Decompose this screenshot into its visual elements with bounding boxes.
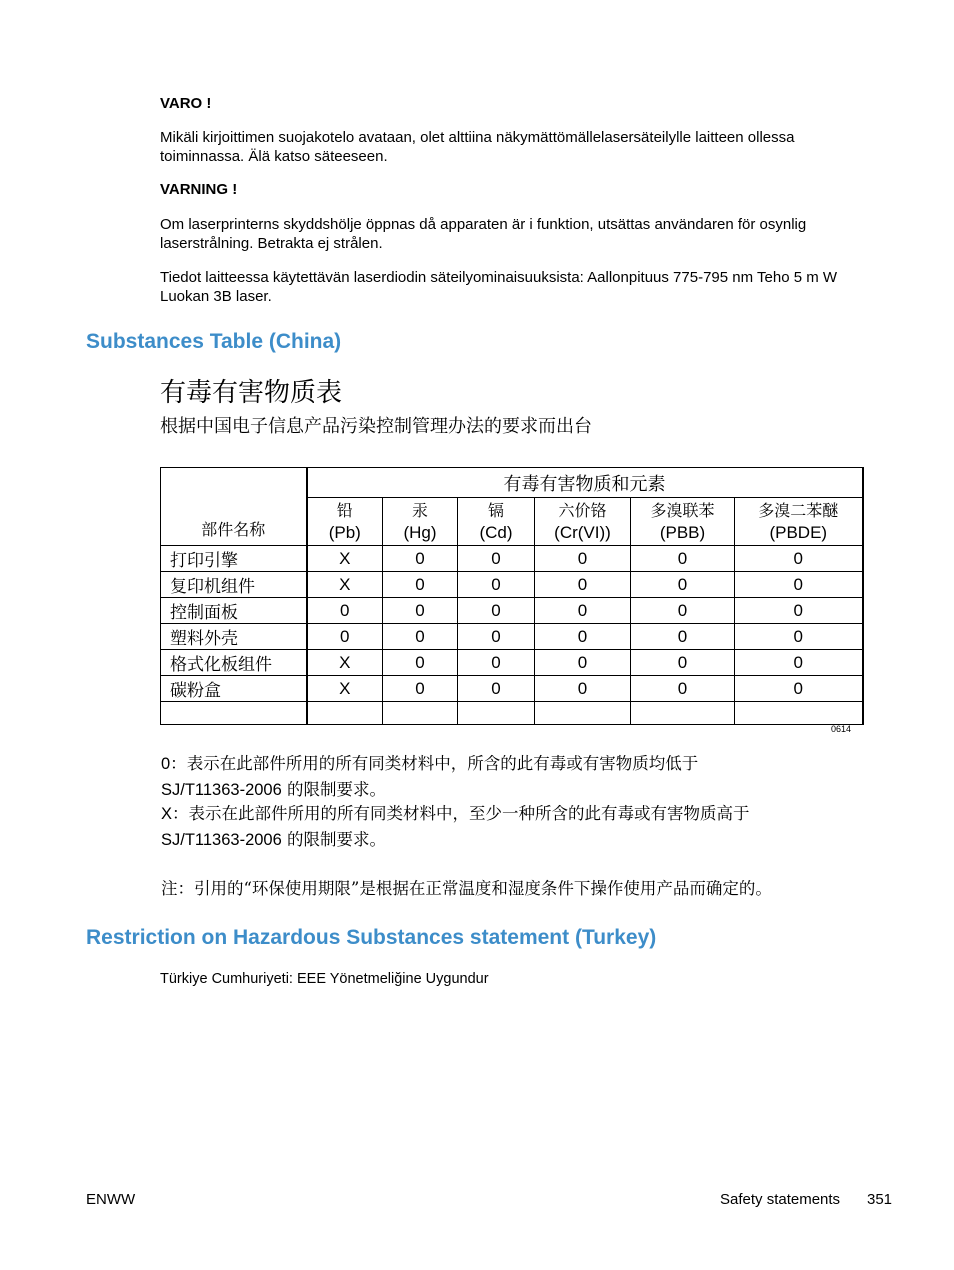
cell-hg: 0 (383, 546, 458, 572)
note-zero-line2: 的限制要求。 (281, 780, 387, 799)
turkey-text: Türkiye Cumhuriyeti: EEE Yönetmeliğine Uygundur (160, 971, 489, 987)
element-header-cr6: 六价铬 (Cr(VI)) (535, 498, 631, 546)
cell-cd: 0 (458, 624, 535, 650)
note-zhu: 注：引用的“环保使用期限”是根据在正常温度和湿度条件下操作使用产品而确定的。 (161, 879, 772, 898)
table-code: 0614 (831, 724, 852, 734)
cell-pbb: 0 (631, 572, 735, 598)
footer-left: ENWW (86, 1191, 136, 1208)
varo-text-line1: Mikäli kirjoittimen suojakotelo avataan, olet alttiina näkymättömällelasersäteilylle laitteen ollessa (160, 129, 795, 146)
cn-table-title: 有毒有害物质表 (160, 378, 343, 408)
element-header-pbb: 多溴联苯 (PBB) (631, 498, 735, 546)
table-row (161, 676, 863, 702)
note-x-line2: 的限制要求。 (281, 830, 387, 849)
empty-cell (161, 702, 307, 725)
footer-section: Safety statements (720, 1191, 841, 1208)
cell-cr6: 0 (535, 676, 631, 702)
note-x-prefix: X： (161, 805, 189, 823)
cell-pbde: 0 (735, 624, 863, 650)
note-zero-standard: SJ/T11363-2006 (161, 781, 282, 799)
cell-pbde: 0 (735, 650, 863, 676)
element-header-cd: 镉 (Cd) (458, 498, 535, 546)
note-x (161, 801, 750, 853)
varo-title: VARO ! (160, 95, 212, 112)
cell-cd: 0 (458, 676, 535, 702)
table-row (161, 546, 863, 572)
element-header-pb: 铅 (Pb) (307, 498, 383, 546)
cell-hg: 0 (383, 572, 458, 598)
cell-pbde: 0 (735, 572, 863, 598)
cell-pb: X (307, 572, 383, 598)
cell-cd: 0 (458, 650, 535, 676)
varo-text (160, 128, 794, 166)
cell-cr6: 0 (535, 572, 631, 598)
cell-pb: X (307, 546, 383, 572)
element-header-hg: 汞 (Hg) (383, 498, 458, 546)
cell-hg: 0 (383, 598, 458, 624)
cell-pbb: 0 (631, 676, 735, 702)
table-row-empty (161, 702, 863, 725)
laser-info-line2: Luokan 3B laser. (160, 288, 272, 305)
row-name: 格式化板组件 (161, 650, 307, 676)
note-zero (161, 751, 698, 803)
laser-info-line1: Tiedot laitteessa käytettävän laserdiodin säteilyominaisuuksista: Aallonpituus 775-795 nm Teho 5 m W (160, 269, 838, 286)
row-name: 复印机组件 (161, 572, 307, 598)
note-x-standard: SJ/T11363-2006 (161, 831, 282, 849)
cell-pbde: 0 (735, 676, 863, 702)
cell-cr6: 0 (535, 546, 631, 572)
element-header-pbde: 多溴二苯醚 (PBDE) (735, 498, 863, 546)
cell-cd: 0 (458, 572, 535, 598)
row-name: 控制面板 (161, 598, 307, 624)
empty-cell (458, 702, 535, 725)
varning-title: VARNING ! (160, 181, 238, 198)
cell-pb: 0 (307, 624, 383, 650)
cell-pb: 0 (307, 598, 383, 624)
empty-cell (631, 702, 735, 725)
varning-text-line2: laserstrålning. Betrakta ej strålen. (160, 235, 383, 252)
cell-pbb: 0 (631, 624, 735, 650)
note-x-line1: 表示在此部件所用的所有同类材料中，至少一种所含的此有毒或有害物质高于 (188, 804, 750, 823)
hazardous-elements-header: 有毒有害物质和元素 (307, 468, 863, 498)
cell-pbde: 0 (735, 546, 863, 572)
row-name: 塑料外壳 (161, 624, 307, 650)
cell-cd: 0 (458, 598, 535, 624)
table-row (161, 650, 863, 676)
varning-text-line1: Om laserprinterns skyddshölje öppnas då apparaten är i funktion, utsättas användaren för osynlig (160, 216, 807, 233)
laser-info-text (160, 268, 837, 306)
cn-table-subtitle: 根据中国电子信息产品污染控制管理办法的要求而出台 (160, 416, 592, 437)
substances-table (160, 467, 864, 725)
table-row (161, 624, 863, 650)
cell-pbb: 0 (631, 650, 735, 676)
cell-cr6: 0 (535, 624, 631, 650)
section-title-china: Substances Table (China) (86, 330, 342, 353)
part-name-header: 部件名称 (161, 468, 307, 546)
section-title-turkey: Restriction on Hazardous Substances statement (Turkey) (86, 926, 657, 949)
page-number: 351 (867, 1191, 893, 1208)
table-row (161, 598, 863, 624)
varning-text (160, 215, 806, 253)
cell-pb: X (307, 650, 383, 676)
cell-pbde: 0 (735, 598, 863, 624)
varo-text-line2: toiminnassa. Älä katso säteeseen. (160, 148, 388, 165)
note-zero-prefix: 0： (161, 755, 187, 773)
cell-pbb: 0 (631, 598, 735, 624)
empty-cell (735, 702, 863, 725)
cell-cr6: 0 (535, 650, 631, 676)
empty-cell (307, 702, 383, 725)
cell-hg: 0 (383, 676, 458, 702)
row-name: 碳粉盒 (161, 676, 307, 702)
empty-cell (383, 702, 458, 725)
row-name: 打印引擎 (161, 546, 307, 572)
table-row (161, 572, 863, 598)
cell-hg: 0 (383, 650, 458, 676)
empty-cell (535, 702, 631, 725)
note-zero-line1: 表示在此部件所用的所有同类材料中，所含的此有毒或有害物质均低于 (186, 754, 699, 773)
cell-cd: 0 (458, 546, 535, 572)
cell-cr6: 0 (535, 598, 631, 624)
cell-hg: 0 (383, 624, 458, 650)
cell-pbb: 0 (631, 546, 735, 572)
cell-pb: X (307, 676, 383, 702)
